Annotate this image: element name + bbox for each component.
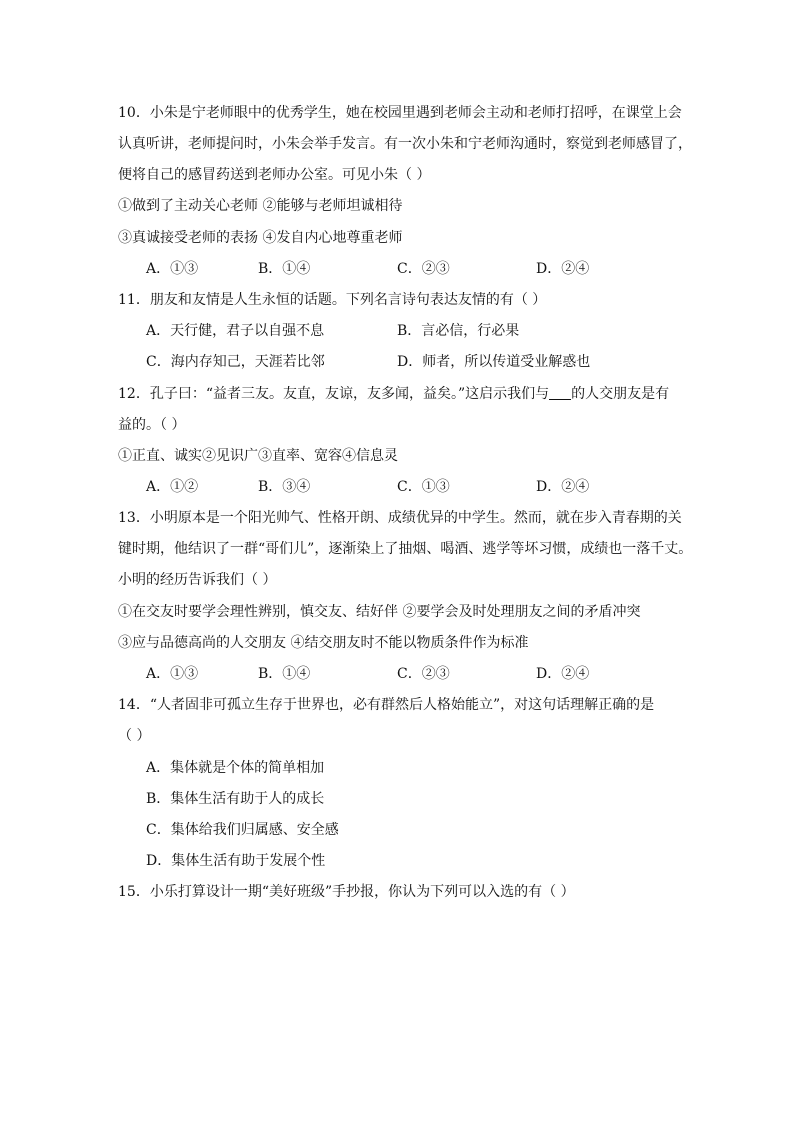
question-12-stem-part1: 12．孔子曰：“益者三友。友直，友谅，友多闻，益矣。”这启示我们与 — [118, 386, 550, 402]
question-12-stem-line2: 益的。（ ） — [118, 417, 186, 433]
question-12-option-d[interactable]: D．②④ — [536, 479, 590, 495]
question-10-option-a[interactable]: A．①③ — [146, 261, 199, 277]
question-10-items-line1: ①做到了主动关心老师 ②能够与老师坦诚相待 — [118, 198, 403, 214]
question-10-stem-line3: 便将自己的感冒药送到老师办公室。可见小朱（ ） — [118, 167, 431, 183]
question-11-option-d[interactable]: D．师者，所以传道受业解惑也 — [397, 354, 591, 370]
question-13-option-b[interactable]: B．①④ — [258, 666, 311, 682]
question-14-stem-line1: 14．“人者固非可孤立生存于世界也，必有群然后人格始能立”，对这句话理解正确的是 — [118, 697, 655, 713]
question-12-option-a[interactable]: A．①② — [146, 479, 199, 495]
question-12-stem-part2: 的人交朋友是有 — [571, 386, 670, 402]
question-13-option-d[interactable]: D．②④ — [536, 666, 590, 682]
question-11-option-a[interactable]: A．天行健，君子以自强不息 — [146, 323, 325, 339]
question-13-stem-line2: 键时期，他结识了一群“哥们儿”，逐渐染上了抽烟、喝酒、逃学等坏习惯，成绩也一落千丈。 — [118, 541, 693, 557]
question-10-items-line2: ③真诚接受老师的表扬 ④发自内心地尊重老师 — [118, 230, 403, 246]
question-13-items-line1: ①在交友时要学会理性辨别，慎交友、结好伴 ②要学会及时处理朋友之间的矛盾冲突 — [118, 604, 641, 620]
question-13-option-c[interactable]: C．②③ — [397, 666, 450, 682]
question-10-option-c[interactable]: C．②③ — [397, 261, 450, 277]
question-14-option-c[interactable]: C．集体给我们归属感、安全感 — [146, 822, 339, 838]
question-12-option-b[interactable]: B．③④ — [258, 479, 311, 495]
question-15-stem: 15．小乐打算设计一期“美好班级”手抄报，你认为下列可以入选的有（ ） — [118, 884, 575, 900]
question-14-option-b[interactable]: B．集体生活有助于人的成长 — [146, 791, 325, 807]
question-11-option-b[interactable]: B．言必信，行必果 — [397, 323, 520, 339]
question-12-stem-line1 — [118, 384, 669, 404]
question-14-option-d[interactable]: D．集体生活有助于发展个性 — [146, 853, 326, 869]
question-11-option-c[interactable]: C．海内存知己，天涯若比邻 — [146, 354, 325, 370]
question-10-option-d[interactable]: D．②④ — [536, 261, 590, 277]
question-13-stem-line1: 13．小明原本是一个阳光帅气、性格开朗、成绩优异的中学生。然而，就在步入青春期的关 — [118, 510, 682, 526]
fill-in-blank — [549, 385, 571, 400]
question-13-option-a[interactable]: A．①③ — [146, 666, 199, 682]
question-13-items-line2: ③应与品德高尚的人交朋友 ④结交朋友时不能以物质条件作为标准 — [118, 635, 529, 651]
question-10-stem-line2: 认真听讲，老师提问时，小朱会举手发言。有一次小朱和宁老师沟通时，察觉到老师感冒了， — [118, 136, 692, 152]
question-11-stem: 11．朋友和友情是人生永恒的话题。下列名言诗句表达友情的有（ ） — [118, 292, 547, 308]
question-12-items: ①正直、诚实②见识广③直率、宽容④信息灵 — [118, 448, 398, 464]
question-14-stem-line2: （ ） — [118, 728, 151, 744]
question-13-stem-line3: 小明的经历告诉我们（ ） — [118, 572, 277, 588]
question-10-option-b[interactable]: B．①④ — [258, 261, 311, 277]
question-14-option-a[interactable]: A．集体就是个体的简单相加 — [146, 760, 325, 776]
question-10-stem-line1: 10．小朱是宁老师眼中的优秀学生，她在校园里遇到老师会主动和老师打招呼，在课堂上会 — [118, 105, 682, 121]
question-12-option-c[interactable]: C．①③ — [397, 479, 450, 495]
